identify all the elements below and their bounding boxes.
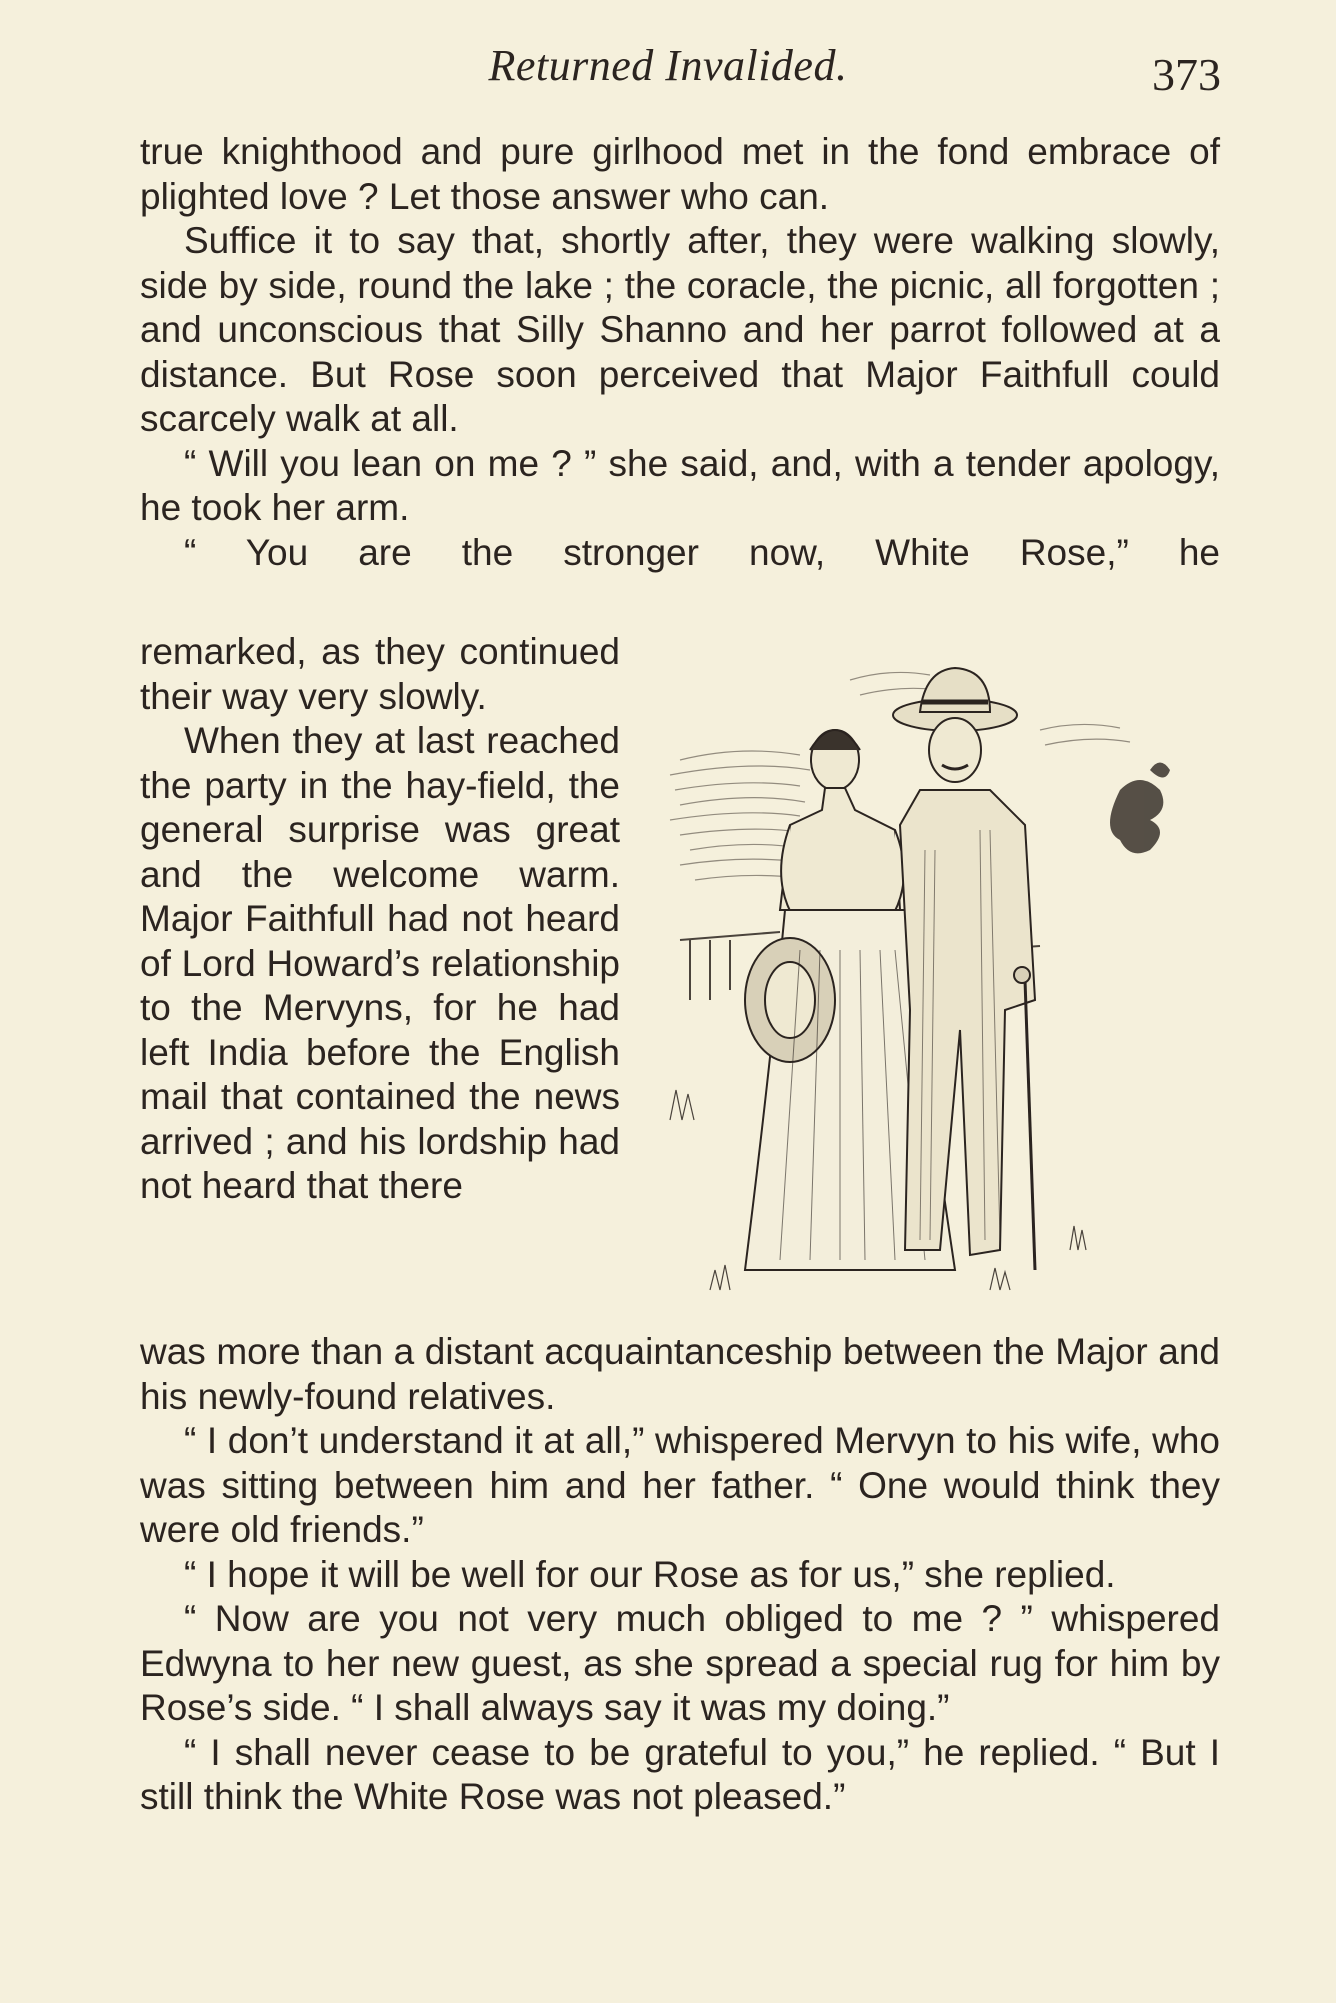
paragraph: “ I shall never cease to be grateful to you,” he replied. “ But I still think the White Rose was not pleased.” [140, 1731, 1220, 1817]
paragraph: remarked, as they continued their way very slowly. [140, 631, 620, 717]
paragraph: was more than a distant acquaintanceship between the Major and his newly-found relatives. [140, 1331, 1220, 1417]
paragraph: When they at last reached the party in the hay-field, the general surprise was great and the welcome warm. Major Faithfull had not heard of Lord Howard’s relationship to the Mervyns, for he had left India before the English mail that contained the news arrived ; and his lordship had not heard that there [140, 720, 620, 1206]
paragraph: Suffice it to say that, shortly after, they were walking slowly, side by side, round the lake ; the coracle, the picnic, all forgotten ; and unconscious that Silly Shanno and her parrot followed at a distance. But Rose soon perceived that Major Faithfull could scarcely walk at all. [140, 220, 1220, 439]
running-header [0, 40, 1336, 110]
running-title: Returned Invalided. [488, 41, 848, 90]
illustration-couple-walking [650, 650, 1210, 1320]
paragraph: “ Will you lean on me ? ” she said, and, with a tender apology, he took her arm. [140, 442, 1220, 528]
paragraph: “ I hope it will be well for our Rose as for us,” she replied. [184, 1553, 1116, 1595]
wrapped-text-column [140, 630, 620, 1209]
paragraph: true knighthood and pure girlhood met in the fond embrace of plighted love ? Let those answer who can. [140, 131, 1220, 217]
paragraph: “ You are the stronger now, White Rose,” he [184, 531, 1220, 573]
top-text-block [140, 130, 1220, 575]
paragraph: “ Now are you not very much obliged to me ? ” whispered Edwyna to her new guest, as she spread a special rug for him by Rose’s side. “ I shall always say it was my doing.” [140, 1598, 1220, 1728]
bottom-text-block [140, 1330, 1220, 1820]
page-number: 373 [1152, 49, 1221, 100]
paragraph: “ I don’t understand it at all,” whispered Mervyn to his wife, who was sitting between him and her father. “ One would think they were old friends.” [140, 1420, 1220, 1550]
